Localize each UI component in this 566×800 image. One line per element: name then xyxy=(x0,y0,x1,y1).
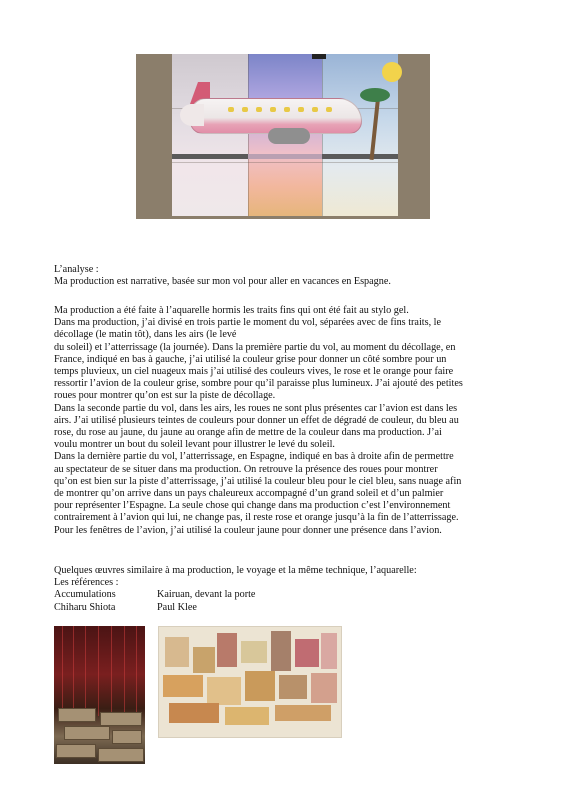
suitcase xyxy=(112,730,142,744)
body-line: airs. J’ai utilisé plusieurs teintes de couleurs pour donner un effet de dégradé de couleur, du bleu au xyxy=(54,414,459,426)
analysis-intro xyxy=(54,264,524,288)
color-block xyxy=(225,707,269,725)
color-block xyxy=(165,637,189,667)
references-section xyxy=(54,565,524,614)
analysis-intro-line: Ma production est narrative, basée sur mon vol pour aller en vacances en Espagne. xyxy=(54,276,391,288)
red-thread xyxy=(124,626,125,716)
watercolor-paper xyxy=(172,54,398,216)
color-block xyxy=(241,641,267,663)
plane-window xyxy=(298,107,304,112)
reference-row xyxy=(54,589,524,601)
suitcase xyxy=(98,748,144,762)
shiota-accumulations-image xyxy=(54,626,145,764)
color-block xyxy=(271,631,291,671)
body-line: voulu montrer un bout du soleil levant pour illustrer le levé du soleil. xyxy=(54,439,335,451)
suitcase xyxy=(56,744,96,758)
color-block xyxy=(193,647,215,673)
binder-clip xyxy=(312,54,326,59)
analysis-heading: L’analyse : xyxy=(54,264,99,275)
red-thread xyxy=(85,626,86,716)
suitcase xyxy=(64,726,110,740)
plane-window xyxy=(326,107,332,112)
body-line: décollage (le matin tôt), dans les airs (le levé xyxy=(54,329,237,341)
body-line: Dans ma production, j’ai divisé en trois partie le moment du vol, séparées avec de fins traits, le xyxy=(54,317,442,329)
body-line: rose, du rose au jaune, du jaune au orange afin de mettre de la couleur dans ma production. J’ai xyxy=(54,427,442,439)
color-block xyxy=(275,705,331,721)
plane-engine xyxy=(268,128,310,144)
plane-window xyxy=(270,107,276,112)
reference-artist: Paul Klee xyxy=(157,601,197,613)
body-line: au spectateur de se situer dans ma production. On retrouve la présence des roues pour montrer xyxy=(54,463,438,475)
plane-nose xyxy=(180,104,204,126)
body-line: qu’on est bien sur la piste d’atterrissage, j’ai utilisé la couleur bleu pour le ciel bleu, sans nuage afin xyxy=(54,475,462,487)
body-line: Ma production a été faite à l’aquarelle hormis les traits fins qui ont été fait au stylo gel. xyxy=(54,305,409,316)
red-thread xyxy=(73,626,74,716)
fold-line xyxy=(248,54,249,216)
plane-window xyxy=(228,107,234,112)
palm-leaf xyxy=(360,88,390,102)
body-line: contrairement à l’avion qui lui, ne change pas, il reste rose et orange jusqu’à la fin de l’atterrissage. xyxy=(54,512,459,524)
body-line: ressortir l’avion de la couleur grise, sombre pour qu’il paraisse plus lumineux. J’ai ajouté des petites xyxy=(54,378,463,390)
plane-window xyxy=(242,107,248,112)
body-line: du soleil) et l’atterrissage (la journée). Dans la première partie du vol, au moment du décollage, en xyxy=(54,341,456,353)
body-line: France, indiqué en bas à gauche, j’ai utilisé la couleur grise pour donner un côté sombre pour un xyxy=(54,353,447,365)
reference-row xyxy=(54,602,524,614)
plane-window xyxy=(284,107,290,112)
color-block xyxy=(169,703,219,723)
fold-line xyxy=(172,162,398,163)
body-line: roues pour montrer qu’on est sur la piste de décollage. xyxy=(54,390,276,402)
references-heading: Les références : xyxy=(54,577,119,589)
reference-title: Kairuan, devant la porte xyxy=(157,589,256,601)
body-line: Pour les fenêtres de l’avion, j’ai utilisé la couleur jaune pour donner une présence dans l’avion. xyxy=(54,524,442,536)
fold-line xyxy=(322,54,323,216)
color-block xyxy=(207,677,241,705)
color-block xyxy=(295,639,319,667)
color-block xyxy=(311,673,337,703)
runway-stripe-pink xyxy=(248,154,322,159)
color-block xyxy=(245,671,275,701)
body-line: de montrer qu’on arrive dans un pays chaleureux accompagné d’un grand soleil et d’un palmier xyxy=(54,488,444,500)
references-intro: Quelques œuvres similaire à ma production, le voyage et la même technique, l’aquarelle: xyxy=(54,565,417,576)
artwork-photo xyxy=(136,54,430,219)
red-thread xyxy=(98,626,99,716)
plane-window xyxy=(256,107,262,112)
sun-icon xyxy=(382,62,402,82)
red-thread xyxy=(111,626,112,716)
red-thread xyxy=(62,626,63,716)
color-block xyxy=(163,675,203,697)
reference-artist: Chiharu Shiota xyxy=(54,601,116,613)
body-line: Dans la dernière partie du vol, l’atterrissage, en Espagne, indiqué en bas à droite afin de permettre xyxy=(54,451,454,463)
body-line: Dans la seconde partie du vol, dans les airs, les roues ne sont plus présentes car l’avion est dans les xyxy=(54,402,458,414)
red-thread xyxy=(136,626,137,716)
color-block xyxy=(321,633,337,669)
panel-takeoff xyxy=(172,54,248,216)
klee-kairuan-image xyxy=(158,626,342,738)
plane-window xyxy=(312,107,318,112)
suitcase xyxy=(58,708,96,722)
body-line: pour représenter l’Espagne. La seule chose qui change dans ma production c’est l’environnement xyxy=(54,500,451,512)
color-block xyxy=(279,675,307,699)
body-line: temps pluvieux, un ciel nuageux mais j’ai utilisé des couleurs vives, le rose et le orange pour faire xyxy=(54,366,454,378)
suitcase xyxy=(100,712,142,726)
analysis-body xyxy=(54,305,524,537)
color-block xyxy=(217,633,237,667)
reference-title: Accumulations xyxy=(54,589,116,601)
